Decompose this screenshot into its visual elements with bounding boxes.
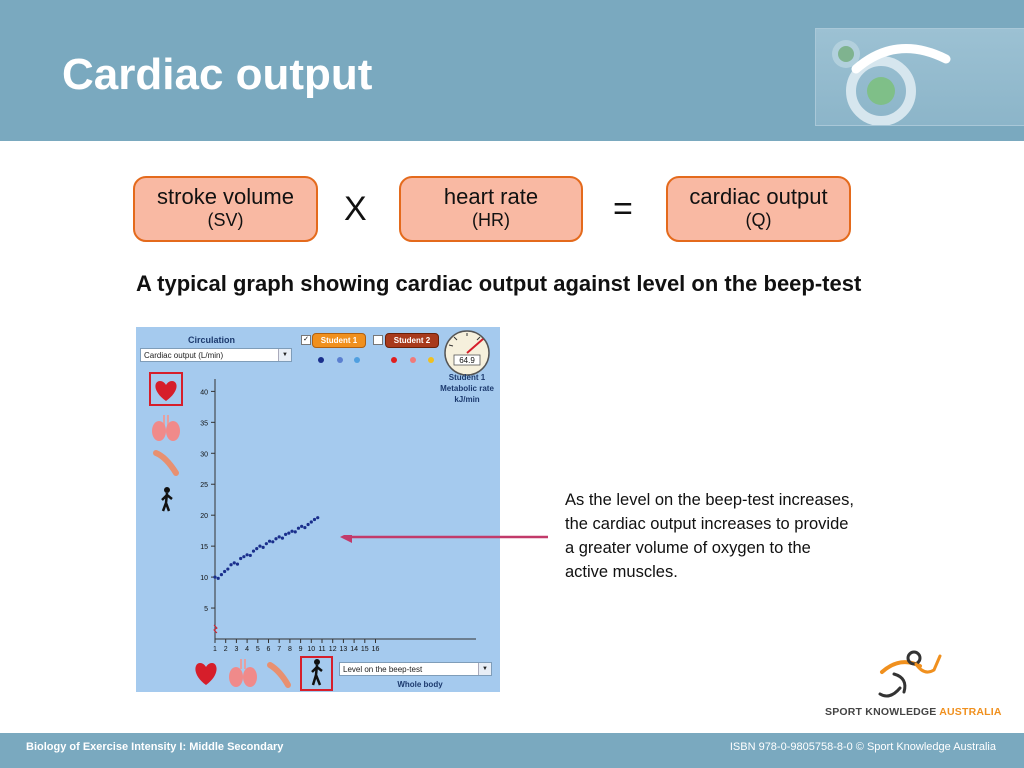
y-tick-label: 5 (204, 606, 208, 614)
x-tick-label: 5 (255, 646, 260, 653)
graph-subtitle: A typical graph showing cardiac output against level on the beep-test (136, 271, 862, 296)
data-point (278, 535, 281, 538)
axis-break-icon (214, 625, 217, 633)
x-tick-label: 13 (339, 646, 348, 653)
x-tick-label: 14 (350, 646, 358, 653)
x-tick-label: 2 (223, 646, 228, 653)
simulation-panel (136, 327, 500, 692)
x-tick-label: 9 (298, 646, 303, 653)
y-tick-label: 15 (200, 544, 208, 552)
header-decoration (815, 28, 1024, 126)
panel-title: Circulation (188, 335, 236, 345)
pointer-arrow (340, 535, 550, 547)
data-point (239, 557, 242, 560)
chevron-down-icon[interactable]: ▼ (478, 663, 491, 675)
student1-tab[interactable]: Student 1 (312, 333, 366, 348)
data-point (265, 542, 268, 545)
stroke-volume-label: stroke volume (157, 184, 294, 209)
x-tick-label: 12 (328, 646, 337, 653)
whole-body-label: Whole body (397, 680, 443, 689)
cardiac-output-abbrev: (Q) (745, 210, 772, 230)
data-point (217, 577, 220, 580)
gauge-value: 64.9 (459, 356, 475, 365)
brand-text (825, 706, 1002, 718)
y-tick-label: 25 (200, 482, 208, 490)
data-point (316, 516, 319, 519)
data-point (252, 549, 255, 552)
y-tick-label: 30 (200, 451, 208, 459)
metabolic-gauge (445, 331, 489, 375)
x-tick-label: 3 (234, 646, 239, 653)
multiply-operator: X (344, 190, 367, 228)
muscle-bottom-icon[interactable] (270, 665, 288, 685)
gauge-caption-1: Student 1 (448, 373, 486, 382)
muscle-icon[interactable] (156, 453, 176, 473)
y-tick-label: 35 (200, 420, 208, 428)
chevron-down-icon[interactable]: ▼ (278, 349, 291, 361)
x-axis-select[interactable] (339, 662, 492, 676)
data-point (274, 537, 277, 540)
footer-copyright: ISBN 978-0-9805758-8-0 © Sport Knowledge Australia (729, 741, 996, 753)
student2-color-3[interactable] (428, 357, 434, 363)
data-point (249, 554, 252, 557)
y-axis-select[interactable] (140, 348, 292, 362)
heart-rate-box (399, 176, 583, 242)
data-point (281, 536, 284, 539)
x-tick-label: 16 (371, 646, 380, 653)
data-point (258, 545, 261, 548)
y-tick-label: 10 (200, 575, 208, 583)
data-point (294, 530, 297, 533)
data-point (306, 523, 309, 526)
student2-tab[interactable]: Student 2 (385, 333, 439, 348)
heart-rate-label: heart rate (443, 184, 539, 209)
student2-color-1[interactable] (391, 357, 397, 363)
data-point (223, 570, 226, 573)
stroke-volume-box (133, 176, 318, 242)
data-point (246, 553, 249, 556)
equals-operator: = (613, 190, 633, 228)
x-tick-label: 6 (266, 646, 271, 653)
brand-text-part1: SPORT KNOWLEDGE (825, 706, 940, 718)
student1-checkbox[interactable]: ✓ (301, 335, 311, 345)
data-point (233, 561, 236, 564)
data-point (300, 525, 303, 528)
student1-color-2[interactable] (337, 357, 343, 363)
gauge-caption-3: kJ/min (454, 395, 480, 404)
student2-color-2[interactable] (410, 357, 416, 363)
x-tick-label: 7 (277, 646, 282, 653)
lungs-bottom-icon[interactable] (229, 659, 257, 687)
y-tick-label: 20 (200, 513, 208, 521)
decorative-circles-icon (816, 29, 1024, 125)
student1-color-3[interactable] (354, 357, 360, 363)
x-tick-label: 1 (213, 646, 217, 653)
data-point (303, 526, 306, 529)
student2-checkbox[interactable] (373, 335, 383, 345)
lungs-icon[interactable] (152, 415, 180, 441)
footer-course-title: Biology of Exercise Intensity I: Middle Secondary (26, 741, 284, 753)
data-point (310, 520, 313, 523)
data-point (271, 540, 274, 543)
data-point (236, 562, 239, 565)
data-point (229, 563, 232, 566)
cardiac-output-box (666, 176, 851, 242)
x-tick-label: 11 (318, 646, 326, 653)
heart-rate-abbrev: (HR) (472, 210, 510, 230)
x-tick-label: 15 (360, 646, 369, 653)
data-point (297, 527, 300, 530)
data-point (242, 555, 245, 558)
plot-area (200, 379, 476, 653)
data-point (255, 547, 258, 550)
x-axis-select-value: Level on the beep-test (343, 665, 423, 674)
slide-title: Cardiac output (62, 50, 373, 99)
data-point (226, 567, 229, 570)
data-point (262, 546, 265, 549)
data-point (213, 575, 216, 578)
y-axis-select-value: Cardiac output (L/min) (144, 351, 224, 360)
data-point (290, 530, 293, 533)
x-tick-label: 8 (287, 646, 292, 653)
cardiac-output-label: cardiac output (689, 184, 828, 209)
gauge-caption-2: Metabolic rate (440, 384, 494, 393)
simulation-graphics (136, 327, 500, 692)
x-tick-label: 4 (245, 646, 250, 653)
description-text: As the level on the beep-test increases, the cardiac output increases to provide a greater volume of oxygen to the active muscles. (565, 491, 854, 581)
data-point (313, 518, 316, 521)
x-tick-label: 10 (307, 646, 316, 653)
data-point (268, 540, 271, 543)
stroke-volume-abbrev: (SV) (207, 210, 244, 230)
heart-icon[interactable] (155, 381, 176, 401)
brand-text-part2: AUSTRALIA (939, 706, 1002, 718)
y-tick-label: 40 (200, 389, 208, 397)
data-point (284, 533, 287, 536)
heart-bottom-icon[interactable] (195, 663, 216, 685)
runner-icon[interactable] (162, 487, 172, 511)
data-point (287, 532, 290, 535)
student1-color-1[interactable] (318, 357, 324, 363)
runner-bottom-icon[interactable] (312, 659, 322, 685)
data-point (220, 573, 223, 576)
sport-knowledge-logo-icon (876, 648, 946, 704)
